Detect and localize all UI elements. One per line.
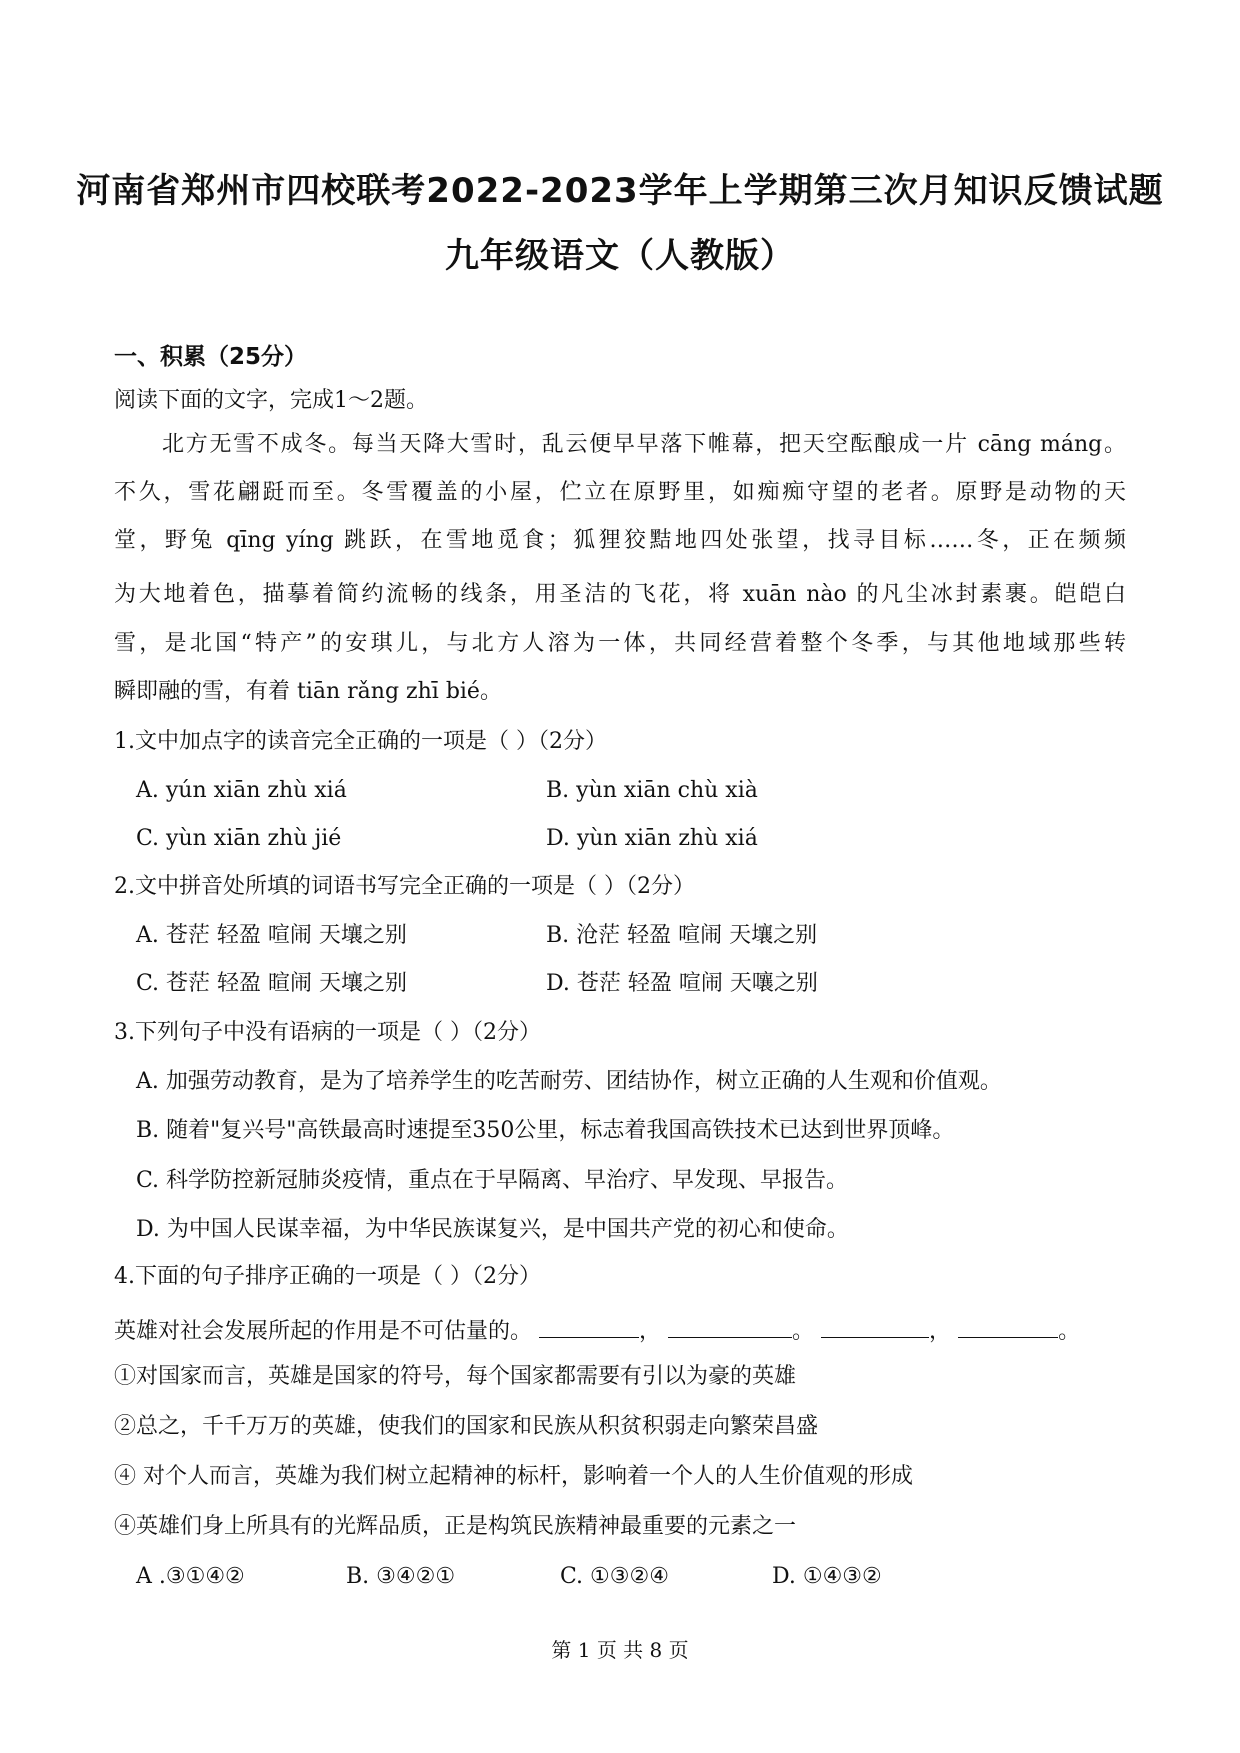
question-4-option-d: D. ①④③② [772, 1564, 882, 1589]
period-separator: 。 [792, 1319, 815, 1344]
question-4-stem: 4.下面的句子排序正确的一项是（ ）（2分） [114, 1264, 541, 1289]
comma-separator: ， [929, 1319, 952, 1344]
passage-line-4: 为大地着色，描摹着简约流畅的线条，用圣洁的飞花，将 xuān nào 的凡尘冰封素裹。皑皑白 [114, 582, 1126, 607]
question-1-option-c: C. yùn xiān zhù jié [136, 826, 342, 851]
question-3-option-d: D. 为中国人民谋幸福，为中华民族谋复兴，是中国共产党的初心和使命。 [136, 1217, 849, 1242]
question-1-option-b: B. yùn xiān chù xià [546, 778, 758, 803]
question-4-option-c: C. ①③②④ [560, 1564, 669, 1589]
comma-separator: ， [639, 1319, 662, 1344]
answer-blank [668, 1315, 792, 1338]
question-3-option-a: A. 加强劳动教育，是为了培养学生的吃苦耐劳、团结协作，树立正确的人生观和价值观。 [136, 1069, 1002, 1094]
answer-blank [539, 1315, 639, 1338]
question-3-option-c: C. 科学防控新冠肺炎疫情，重点在于早隔离、早治疗、早发现、早报告。 [136, 1168, 849, 1193]
passage-line-1: 北方无雪不成冬。每当天降大雪时，乱云便早早落下帷幕，把天空酝酿成一片 cāng máng。 [162, 432, 1126, 457]
question-4-option-b: B. ③④②① [346, 1564, 456, 1589]
question-4-context [114, 1315, 1080, 1343]
question-4-sentence: ②总之，千千万万的英雄，使我们的国家和民族从积贫积弱走向繁荣昌盛 [114, 1414, 819, 1439]
exam-title-line1: 河南省郑州市四校联考2022-2023学年上学期第三次月知识反馈试题 [76, 171, 1164, 211]
exam-title-line2: 九年级语文（人教版） [445, 236, 795, 276]
question-3-option-b: B. 随着"复兴号"高铁最高时速提至350公里，标志着我国高铁技术已达到世界顶峰。 [136, 1118, 955, 1143]
reading-instructions: 阅读下面的文字，完成1～2题。 [114, 388, 428, 413]
question-1-option-d: D. yùn xiān zhù xiá [546, 826, 758, 851]
question-2-stem: 2.文中拼音处所填的词语书写完全正确的一项是（ ）（2分） [114, 874, 695, 899]
answer-blank [958, 1315, 1058, 1338]
question-1-option-a: A. yún xiān zhù xiá [136, 778, 347, 803]
section-heading: 一、积累（25分） [114, 344, 308, 370]
question-4-sentence: ④ 对个人而言，英雄为我们树立起精神的标杆，影响着一个人的人生价值观的形成 [114, 1464, 913, 1489]
question-1-stem: 1.文中加点字的读音完全正确的一项是（ ）（2分） [114, 729, 607, 754]
question-2-option-a: A. 苍茫 轻盈 喧闹 天壤之别 [136, 923, 407, 948]
answer-blank [821, 1315, 929, 1338]
question-4-option-a: A .③①④② [136, 1564, 245, 1589]
passage-line-5: 雪，是北国“特产”的安琪儿，与北方人溶为一体，共同经营着整个冬季，与其他地域那些转 [114, 631, 1126, 656]
period-separator: 。 [1058, 1319, 1081, 1344]
question-2-option-b: B. 沧茫 轻盈 喧闹 天壤之别 [546, 923, 818, 948]
passage-line-2: 不久，雪花翩跹而至。冬雪覆盖的小屋，伫立在原野里，如痴痴守望的老者。原野是动物的天 [114, 480, 1126, 505]
passage-line-3: 堂，野兔 qīng yíng 跳跃，在雪地觅食；狐狸狡黠地四处张望，找寻目标……冬，正在频频 [114, 528, 1126, 553]
passage-line-6: 瞬即融的雪，有着 tiān rǎng zhī bié。 [114, 679, 502, 704]
question-3-stem: 3.下列句子中没有语病的一项是（ ）（2分） [114, 1020, 541, 1045]
question-4-context-text: 英雄对社会发展所起的作用是不可估量的。 [114, 1319, 533, 1344]
question-4-sentence: ①对国家而言，英雄是国家的符号，每个国家都需要有引以为豪的英雄 [114, 1364, 797, 1389]
question-2-option-d: D. 苍茫 轻盈 喧闹 天嚷之别 [546, 971, 818, 996]
question-4-sentence: ④英雄们身上所具有的光辉品质，正是构筑民族精神最重要的元素之一 [114, 1514, 797, 1539]
question-2-option-c: C. 苍茫 轻盈 暄闹 天壤之别 [136, 971, 408, 996]
page-number: 第 1 页 共 8 页 [551, 1638, 689, 1662]
